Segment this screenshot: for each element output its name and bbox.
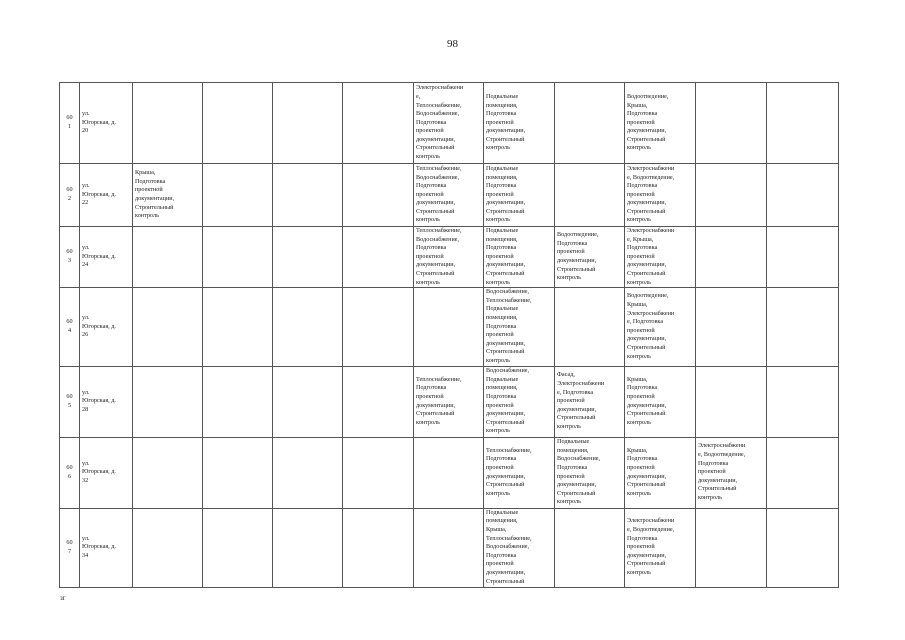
address-cell: ул. Югорская, д. 28 — [80, 366, 133, 437]
table-row — [60, 83, 839, 164]
work-cell: Подвальные помещения, Водоснабжение, Подготовка проектной документации, Строительный контроль — [555, 437, 625, 508]
address-cell: ул. Югорская, д. 34 — [80, 508, 133, 587]
work-cell: Крыша, Подготовка проектной документации, Строительный контроль — [625, 437, 696, 508]
work-cell — [273, 288, 343, 366]
table-row — [60, 508, 839, 587]
work-cell — [767, 366, 839, 437]
work-cell — [203, 288, 273, 366]
work-cell: Водоотведение, Крыша, Подготовка проектной документации, Строительный контроль — [625, 83, 696, 164]
work-cell — [767, 508, 839, 587]
work-cell — [767, 227, 839, 288]
work-cell: Электроснабжени е, Крыша, Подготовка проектной документации, Строительный контроль — [625, 227, 696, 288]
work-cell: Электроснабжени е, Водоотведение, Подготовка проектной документации, Строительный контроль — [696, 437, 767, 508]
table-row — [60, 227, 839, 288]
work-cell — [555, 164, 625, 227]
address-cell: ул. Югорская, д. 24 — [80, 227, 133, 288]
table-row — [60, 164, 839, 227]
work-cell: Теплоснабжение, Подготовка проектной документации, Строительный контроль — [484, 437, 555, 508]
work-cell: Подвальные помещения, Крыша, Теплоснабжение, Водоснабжение, Подготовка проектной документации, Строительный — [484, 508, 555, 587]
address-cell: ул. Югорская, д. 32 — [80, 437, 133, 508]
work-cell — [343, 227, 414, 288]
work-cell: Фасад, Электроснабжени е, Подготовка проектной документации, Строительный контроль — [555, 366, 625, 437]
work-cell: Водоотведение, Крыша, Электроснабжени е, Подготовка проектной документации, Строительный контроль — [625, 288, 696, 366]
work-cell — [343, 366, 414, 437]
work-cell — [203, 437, 273, 508]
address-cell: ул. Югорская, д. 20 — [80, 83, 133, 164]
address-cell: ул. Югорская, д. 22 — [80, 164, 133, 227]
work-cell — [696, 508, 767, 587]
work-cell — [273, 83, 343, 164]
work-cell — [414, 437, 484, 508]
work-cell — [696, 366, 767, 437]
work-cell — [133, 288, 203, 366]
work-cell: Электроснабжени е, Теплоснабжение, Водоснабжение, Подготовка проектной документации, Строительный контроль — [414, 83, 484, 164]
work-cell — [696, 83, 767, 164]
work-cell: Подвальные помещения, Подготовка проектной документации, Строительный контроль — [484, 83, 555, 164]
work-cell: Крыша, Подготовка проектной документации, Строительный контроль — [625, 366, 696, 437]
work-cell — [203, 366, 273, 437]
work-cell — [414, 508, 484, 587]
row-number-cell: 60 1 — [60, 83, 80, 164]
work-cell — [133, 437, 203, 508]
work-cell — [696, 288, 767, 366]
row-number-cell: 60 6 — [60, 437, 80, 508]
work-cell — [343, 508, 414, 587]
work-cell — [414, 288, 484, 366]
work-cell — [343, 83, 414, 164]
work-cell — [273, 437, 343, 508]
address-cell: ул. Югорская, д. 26 — [80, 288, 133, 366]
table-row — [60, 288, 839, 366]
work-cell — [555, 288, 625, 366]
work-cell — [203, 508, 273, 587]
row-number-cell: 60 7 — [60, 508, 80, 587]
work-cell: Теплоснабжение, Подготовка проектной документации, Строительный контроль — [414, 366, 484, 437]
work-cell — [203, 164, 273, 227]
work-cell — [273, 366, 343, 437]
work-cell — [767, 437, 839, 508]
work-cell — [343, 437, 414, 508]
work-cell: Крыша, Подготовка проектной документации, Строительный контроль — [133, 164, 203, 227]
table-row — [60, 437, 839, 508]
work-cell: Электроснабжени е, Водоотведение, Подготовка проектной документации, Строительный контроль — [625, 164, 696, 227]
work-cell — [696, 227, 767, 288]
row-number-cell: 60 3 — [60, 227, 80, 288]
work-cell — [767, 83, 839, 164]
work-cell — [555, 508, 625, 587]
work-cell — [343, 288, 414, 366]
work-cell: Теплоснабжение, Водоснабжение, Подготовка проектной документации, Строительный контроль — [414, 227, 484, 288]
page-number: 98 — [447, 38, 458, 50]
work-cell — [133, 508, 203, 587]
work-cell — [555, 83, 625, 164]
work-cell — [767, 288, 839, 366]
work-cell: Теплоснабжение, Водоснабжение, Подготовка проектной документации, Строительный контроль — [414, 164, 484, 227]
work-cell — [767, 164, 839, 227]
work-cell — [133, 227, 203, 288]
work-cell — [273, 508, 343, 587]
work-cell: Подвальные помещения, Подготовка проектной документации, Строительный контроль — [484, 227, 555, 288]
work-cell — [343, 164, 414, 227]
work-cell — [133, 83, 203, 164]
work-cell — [273, 164, 343, 227]
work-cell: Водоснабжение, Подвальные помещения, Подготовка проектной документации, Строительный контроль — [484, 366, 555, 437]
table-row — [60, 366, 839, 437]
footer-mark: зг — [60, 594, 66, 602]
work-cell — [203, 83, 273, 164]
repair-schedule-table — [59, 82, 839, 588]
work-cell: Подвальные помещения, Подготовка проектной документации, Строительный контроль — [484, 164, 555, 227]
work-cell: Водоотведение, Подготовка проектной документации, Строительный контроль — [555, 227, 625, 288]
row-number-cell: 60 4 — [60, 288, 80, 366]
row-number-cell: 60 2 — [60, 164, 80, 227]
work-cell: Водоснабжение, Теплоснабжение, Подвальные помещения, Подготовка проектной документации, Строительный контроль — [484, 288, 555, 366]
work-cell — [203, 227, 273, 288]
work-cell — [273, 227, 343, 288]
work-cell: Электроснабжени е, Водоотведение, Подготовка проектной документации, Строительный контроль — [625, 508, 696, 587]
row-number-cell: 60 5 — [60, 366, 80, 437]
work-cell — [696, 164, 767, 227]
work-cell — [133, 366, 203, 437]
